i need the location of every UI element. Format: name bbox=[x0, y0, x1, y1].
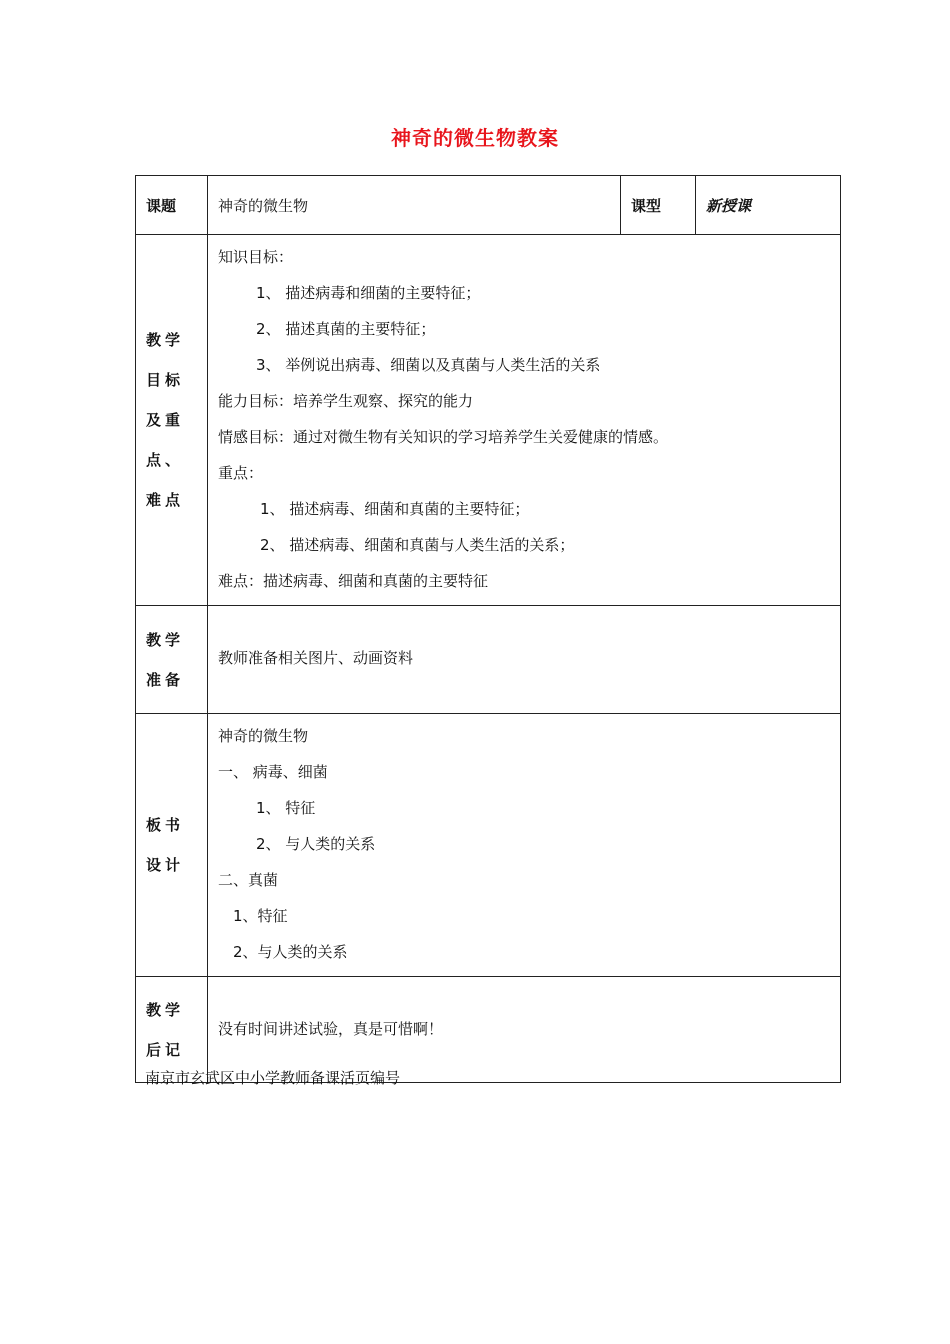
footer-note: 南京市玄武区中小学教师备课活页编号 bbox=[145, 1069, 401, 1087]
board-label-cell bbox=[136, 714, 208, 977]
topic-value: 神奇的微生物 bbox=[218, 196, 309, 215]
board-line: 二、真菌 bbox=[218, 871, 279, 889]
lesson-plan-table bbox=[135, 175, 841, 1083]
board-line: 神奇的微生物 bbox=[218, 727, 309, 745]
board-content-cell bbox=[208, 714, 841, 977]
type-value: 新授课 bbox=[706, 196, 752, 215]
emotion-objective: 情感目标：通过对微生物有关知识的学习培养学生关爱健康的情感。 bbox=[218, 428, 669, 446]
board-line: 1、特征 bbox=[233, 907, 288, 925]
board-line: 一、 病毒、细菌 bbox=[218, 763, 328, 781]
objectives-row bbox=[136, 235, 841, 606]
knowledge-item: 2、 描述真菌的主要特征； bbox=[256, 320, 436, 338]
ability-objective: 能力目标：培养学生观察、探究的能力 bbox=[218, 392, 474, 410]
preparation-row bbox=[136, 606, 841, 714]
preparation-label-cell bbox=[136, 606, 208, 714]
type-label: 课型 bbox=[631, 196, 662, 215]
topic-value-cell bbox=[208, 176, 621, 235]
header-row bbox=[136, 176, 841, 235]
topic-label-cell bbox=[136, 176, 208, 235]
reflection-label: 教学后记 bbox=[146, 1000, 185, 1059]
key-points-heading: 重点： bbox=[218, 464, 264, 482]
preparation-content-cell bbox=[208, 606, 841, 714]
type-value-cell bbox=[696, 176, 841, 235]
topic-label: 课题 bbox=[146, 196, 177, 215]
document-title: 神奇的微生物教案 bbox=[391, 126, 559, 150]
board-row bbox=[136, 714, 841, 977]
preparation-label: 教学准备 bbox=[146, 630, 185, 689]
board-label: 板书设计 bbox=[146, 816, 185, 874]
preparation-content: 教师准备相关图片、动画资料 bbox=[218, 649, 414, 667]
board-line: 2、 与人类的关系 bbox=[256, 835, 376, 853]
difficulty-point: 难点：描述病毒、细菌和真菌的主要特征 bbox=[218, 572, 489, 590]
type-label-cell bbox=[621, 176, 696, 235]
board-line: 1、 特征 bbox=[256, 799, 316, 817]
knowledge-item: 3、 举例说出病毒、细菌以及真菌与人类生活的关系 bbox=[256, 356, 601, 374]
key-point-item: 2、 描述病毒、细菌和真菌与人类生活的关系； bbox=[260, 536, 575, 554]
knowledge-heading: 知识目标： bbox=[218, 248, 294, 266]
key-point-item: 1、 描述病毒、细菌和真菌的主要特征； bbox=[260, 500, 530, 518]
objectives-content-cell bbox=[208, 235, 841, 606]
objectives-label-cell bbox=[136, 235, 208, 606]
reflection-content: 没有时间讲述试验，真是可惜啊！ bbox=[218, 1020, 444, 1038]
board-line: 2、与人类的关系 bbox=[233, 943, 348, 961]
knowledge-item: 1、 描述病毒和细菌的主要特征； bbox=[256, 284, 481, 302]
objectives-label: 教学目标及重点、难点 bbox=[146, 331, 185, 509]
